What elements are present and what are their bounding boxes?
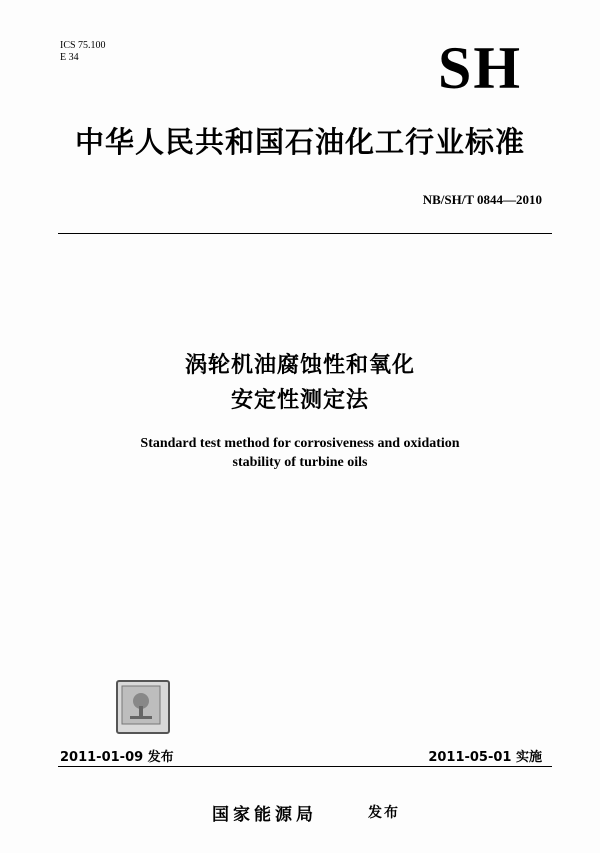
ccs-code: E 34	[60, 52, 79, 63]
sh-logo: SH	[437, 35, 522, 101]
publisher-name: 国家能源局	[212, 805, 317, 825]
title-en-line2: stability of turbine oils	[232, 455, 368, 470]
implementation-date: 2011-05-01 实施	[428, 750, 542, 765]
title-en-line1: Standard test method for corrosiveness and oxidation	[140, 436, 460, 451]
footer-divider	[58, 766, 552, 767]
org-title: 中华人民共和国石油化工行业标准	[74, 125, 525, 159]
publisher-action: 发布	[368, 805, 400, 821]
title-cn-line2: 安定性测定法	[230, 388, 369, 413]
classification-codes	[60, 40, 106, 64]
ics-code: ICS 75.100	[60, 40, 106, 51]
issue-date: 2011-01-09 发布	[60, 750, 174, 765]
standard-number: NB/SH/T 0844—2010	[422, 192, 542, 207]
publisher-seal-icon	[116, 680, 170, 734]
header-divider	[58, 233, 552, 234]
title-cn-line1: 涡轮机油腐蚀性和氧化	[184, 353, 415, 378]
